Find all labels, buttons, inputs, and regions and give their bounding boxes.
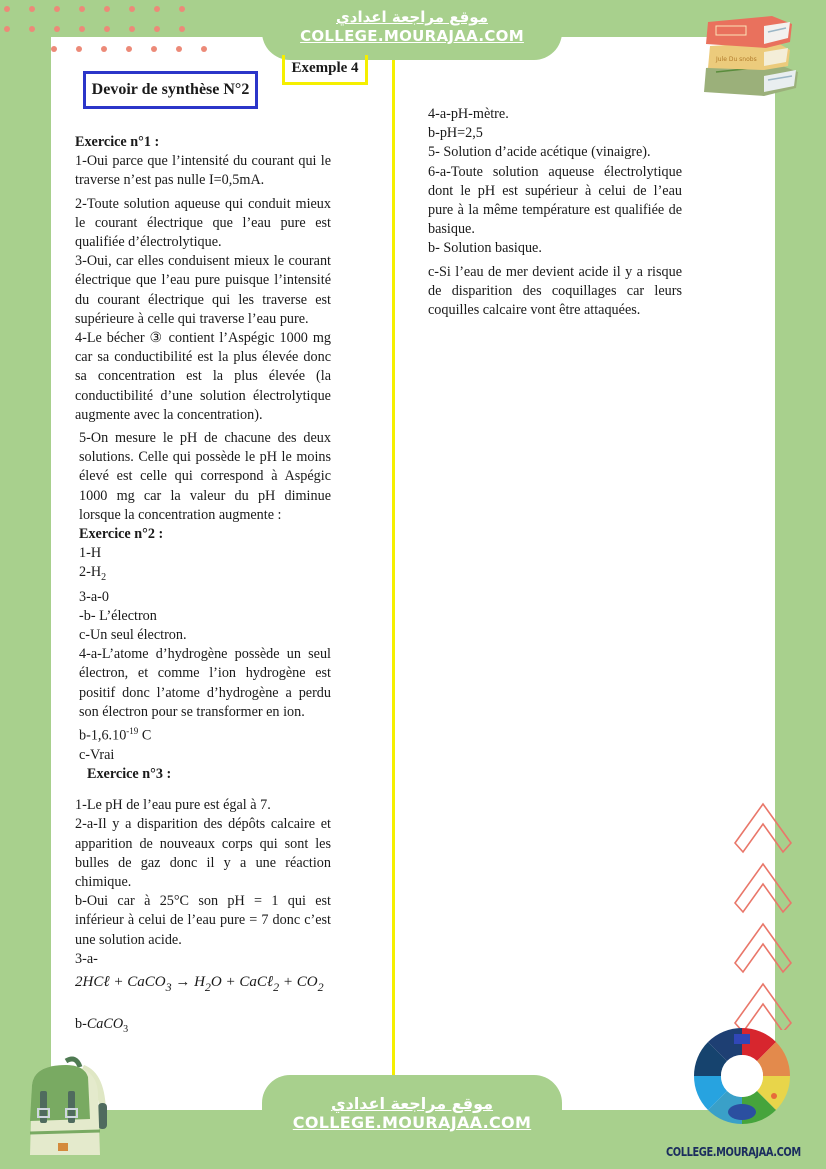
answer-text: $b-1,6.10^{-19}$ C	[79, 725, 152, 744]
right-column	[428, 105, 682, 320]
answer-text: 5-On mesure le pH de chacune des deux solutions. Celle qui possède le pH le moins élevé est celle qui correspond à Aspégic 1000 mg car la valeur du pH diminue lorsque la concentration augmente :	[79, 430, 331, 523]
answer-text: 6-a-Toute solution aqueuse électrolytique dont le pH est supérieur à celui de l’eau pure à la même température est qualifiée de basique.	[428, 163, 682, 238]
document-title-box	[83, 71, 258, 109]
answer-text: 4-Le bécher ③ contient l’Aspégic 1000 mg car sa conductibilité est la plus élevée donc sa concentration est la plus élevée (la conductibilité d’une solution électrolytique augmente avec la concentration).	[75, 330, 331, 423]
site-logo-icon[interactable]	[693, 1020, 791, 1140]
answer-text: 3-Oui, car elles conduisent mieux le courant électrique que l’eau pure puisque l’intensité du courant électrique qui les traverse est supérieure à celle qui traverse l’eau pure.	[75, 253, 331, 327]
answer-text: c-Un seul électron.	[79, 626, 187, 643]
answer-text: $2-H_2$	[79, 564, 107, 584]
answer-text: 2-a-Il y a disparition des dépôts calcaire et apparition de nouveaux corps qui sont les bulles de gaz donc il y a une réaction chimique.	[75, 816, 331, 891]
logo-url-text[interactable]: COLLEGE.MOURAJAA.COM	[666, 1145, 801, 1159]
answer-text: 4-a-L’atome d’hydrogène possède un seul électron, et comme l’ion hydrogène est positif donc l’atome d’hydrogène a perdu son électron pour se transformer en ion.	[79, 646, 331, 720]
answer-text: -b- L’électron	[79, 607, 157, 624]
site-url-link[interactable]: COLLEGE.MOURAJAA.COM	[300, 27, 524, 45]
answer-text: 2-Toute solution aqueuse qui conduit mieux le courant électrique que l’eau pure est qualifiée d’électrolytique.	[75, 195, 331, 251]
books-icon	[694, 10, 804, 100]
backpack-icon	[14, 1055, 114, 1160]
answer-text: c-Si l’eau de mer devient acide il y a risque de disparition des coquillages car leurs coquilles calcaire vont être attaquées.	[428, 263, 682, 319]
chemical-equation: 2HCℓ + CaCO$_3$ → $H_2O$ + CaCℓ$_2$ + $CO_2$	[75, 974, 324, 995]
answer-text: 5- Solution d’acide acétique (vinaigre).	[428, 144, 651, 161]
answer-text: 1-Oui parce que l’intensité du courant qui le traverse n’est pas nulle I=0,5mA.	[75, 153, 331, 189]
example-label-box	[282, 55, 368, 85]
answer-text: b- Solution basique.	[428, 240, 542, 257]
decorative-dots	[51, 46, 226, 52]
site-banner-bottom[interactable]	[262, 1075, 562, 1155]
site-arabic-title[interactable]: موقع مراجعة اعدادي	[330, 1094, 494, 1113]
example-label: Exemple 4	[291, 60, 359, 76]
answer-text: b-CaCO$_3$	[75, 1016, 129, 1036]
answer-text: 3-a-	[75, 950, 98, 967]
exercise-3-heading: Exercice n°3 :	[87, 766, 172, 783]
answer-text: b-pH=2,5	[428, 125, 483, 142]
answer-text: c-Vrai	[79, 746, 115, 763]
answer-text: 1-Le pH de l’eau pure est égal à 7.	[75, 797, 271, 814]
decorative-dots	[4, 26, 204, 32]
decorative-dots	[4, 6, 204, 12]
exercise-2-heading: Exercice n°2 :	[79, 526, 164, 543]
column-divider	[392, 60, 395, 1075]
answer-text: 3-a-0	[79, 588, 109, 605]
svg-text:Jule Du snobs: Jule Du snobs	[716, 56, 757, 63]
chevron-up-decoration-icon	[733, 790, 793, 1030]
exercise-1-heading: Exercice n°1 :	[75, 134, 160, 150]
answer-text: 1-H	[79, 545, 102, 562]
document-title: Devoir de synthèse N°2	[91, 81, 250, 98]
answer-text: 4-a-pH-mètre.	[428, 106, 509, 122]
site-banner-top[interactable]	[262, 0, 562, 60]
site-url-link[interactable]: COLLEGE.MOURAJAA.COM	[292, 1113, 532, 1132]
answer-text: b-Oui car à 25°C son pH = 1 qui est inférieur à celui de l’eau pure = 7 donc c’est une solution acide.	[75, 893, 331, 948]
left-column	[75, 133, 331, 1039]
site-arabic-title[interactable]: موقع مراجعة اعدادي	[336, 8, 488, 26]
